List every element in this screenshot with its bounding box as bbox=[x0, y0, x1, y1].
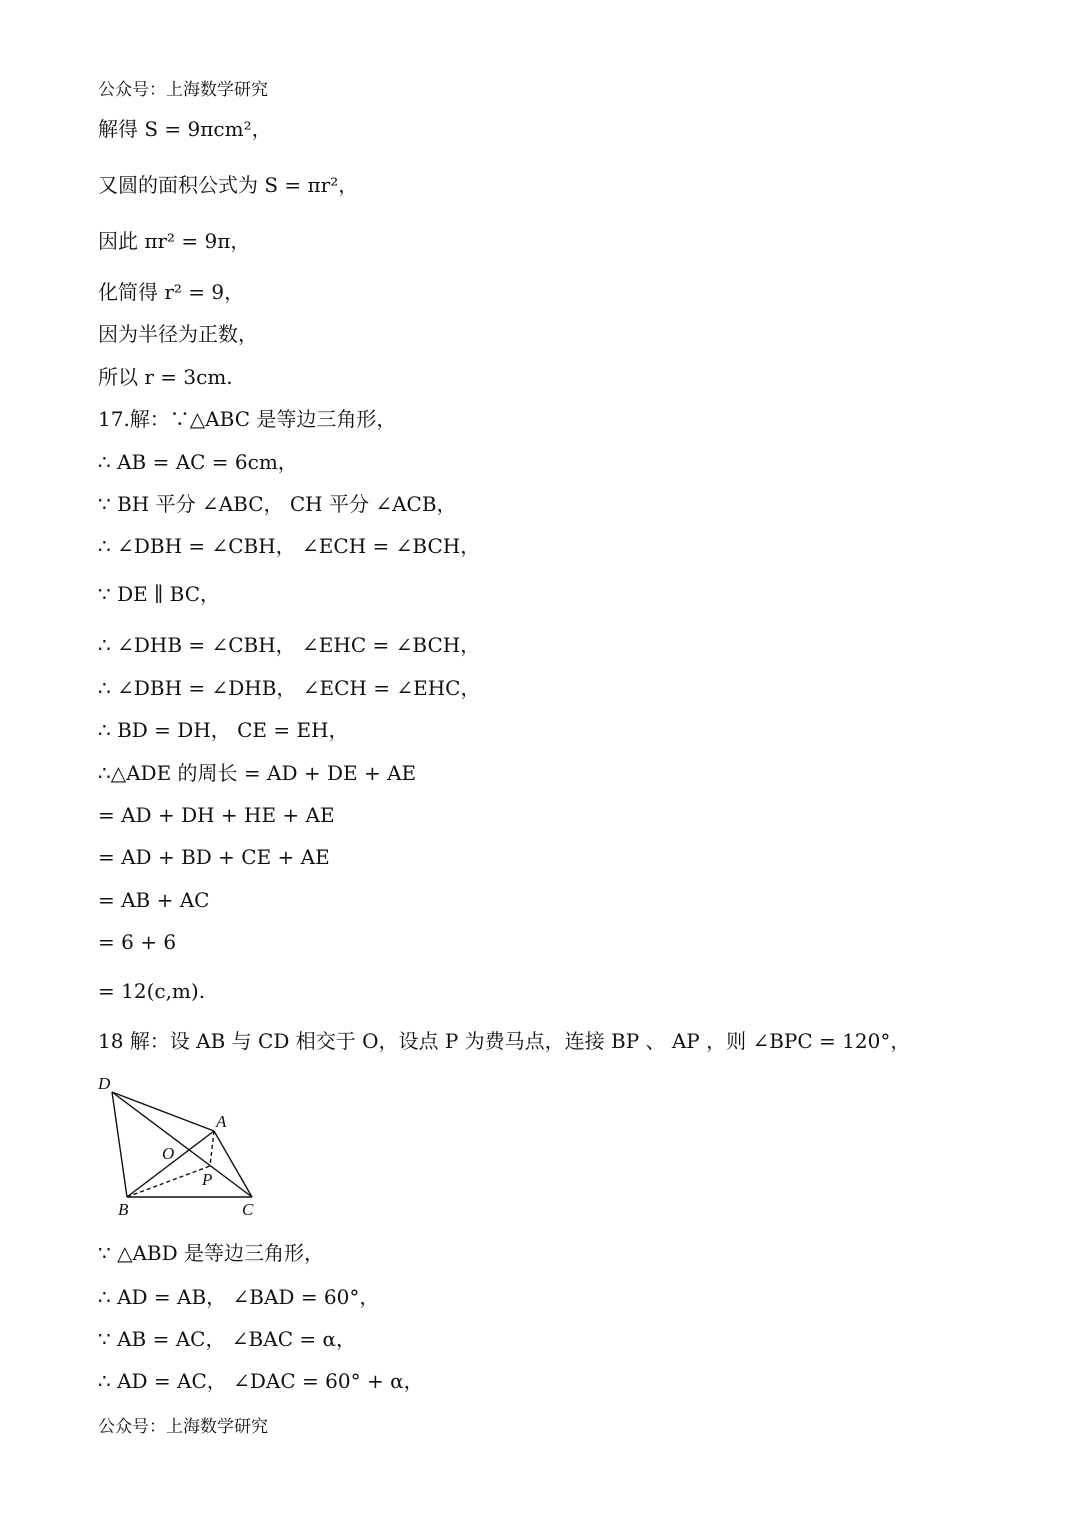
segment-BP bbox=[127, 1166, 213, 1197]
text-line: ∵ AB = AC， ∠BAC = α， bbox=[98, 1327, 356, 1351]
text-line: 17.解：∵△ABC 是等边三角形， bbox=[98, 407, 397, 431]
segment-AC bbox=[214, 1131, 252, 1197]
text-line: = AB + AC bbox=[98, 888, 210, 912]
label-D: D bbox=[98, 1074, 111, 1093]
text-line: 解得 S = 9πcm²， bbox=[98, 117, 272, 141]
text-line: ∴△ADE 的周长 = AD + DE + AE bbox=[98, 761, 417, 785]
text-line: ∴ ∠DBH = ∠DHB， ∠ECH = ∠EHC， bbox=[98, 676, 481, 700]
page-header: 公众号：上海数学研究 bbox=[98, 80, 268, 100]
text-line: ∴ AD = AB， ∠BAD = 60°， bbox=[98, 1285, 380, 1309]
text-line: ∵ BH 平分 ∠ABC， CH 平分 ∠ACB， bbox=[98, 492, 457, 516]
text-line: 所以 r = 3cm. bbox=[98, 365, 233, 389]
text-line: ∴ AD = AC， ∠DAC = 60° + α， bbox=[98, 1369, 424, 1393]
segment-DA bbox=[112, 1092, 214, 1131]
segment-DB bbox=[112, 1092, 127, 1197]
text-line: 因为半径为正数， bbox=[98, 322, 258, 346]
segment-AB bbox=[127, 1131, 214, 1197]
text-line: ∵ DE ∥ BC， bbox=[98, 582, 221, 606]
segment-DC bbox=[112, 1092, 252, 1197]
page-footer: 公众号：上海数学研究 bbox=[98, 1417, 268, 1437]
text-line: = 6 + 6 bbox=[98, 930, 177, 954]
geometry-diagram bbox=[92, 1070, 282, 1220]
text-line: ∴ ∠DBH = ∠CBH， ∠ECH = ∠BCH， bbox=[98, 534, 481, 558]
text-line: 18 解：设 AB 与 CD 相交于 O，设点 P 为费马点，连接 BP 、 AP ，则 ∠BPC = 120°， bbox=[98, 1029, 911, 1053]
text-line: ∴ BD = DH， CE = EH， bbox=[98, 718, 349, 742]
text-line: = AD + BD + CE + AE bbox=[98, 845, 330, 869]
text-line: = 12(c,m). bbox=[98, 979, 206, 1003]
text-line: = AD + DH + HE + AE bbox=[98, 803, 335, 827]
label-A: A bbox=[216, 1112, 227, 1131]
text-line: 因此 πr² = 9π， bbox=[98, 229, 251, 253]
label-P: P bbox=[202, 1170, 213, 1189]
label-B: B bbox=[118, 1200, 129, 1219]
segment-AP bbox=[210, 1131, 214, 1166]
label-C: C bbox=[242, 1200, 254, 1219]
text-line: ∵ △ABD 是等边三角形， bbox=[98, 1241, 324, 1265]
text-line: ∴ ∠DHB = ∠CBH， ∠EHC = ∠BCH， bbox=[98, 633, 481, 657]
label-O: O bbox=[162, 1144, 175, 1163]
text-line: 又圆的面积公式为 S = πr²， bbox=[98, 173, 359, 197]
text-line: 化简得 r² = 9， bbox=[98, 280, 245, 304]
text-line: ∴ AB = AC = 6cm， bbox=[98, 450, 298, 474]
